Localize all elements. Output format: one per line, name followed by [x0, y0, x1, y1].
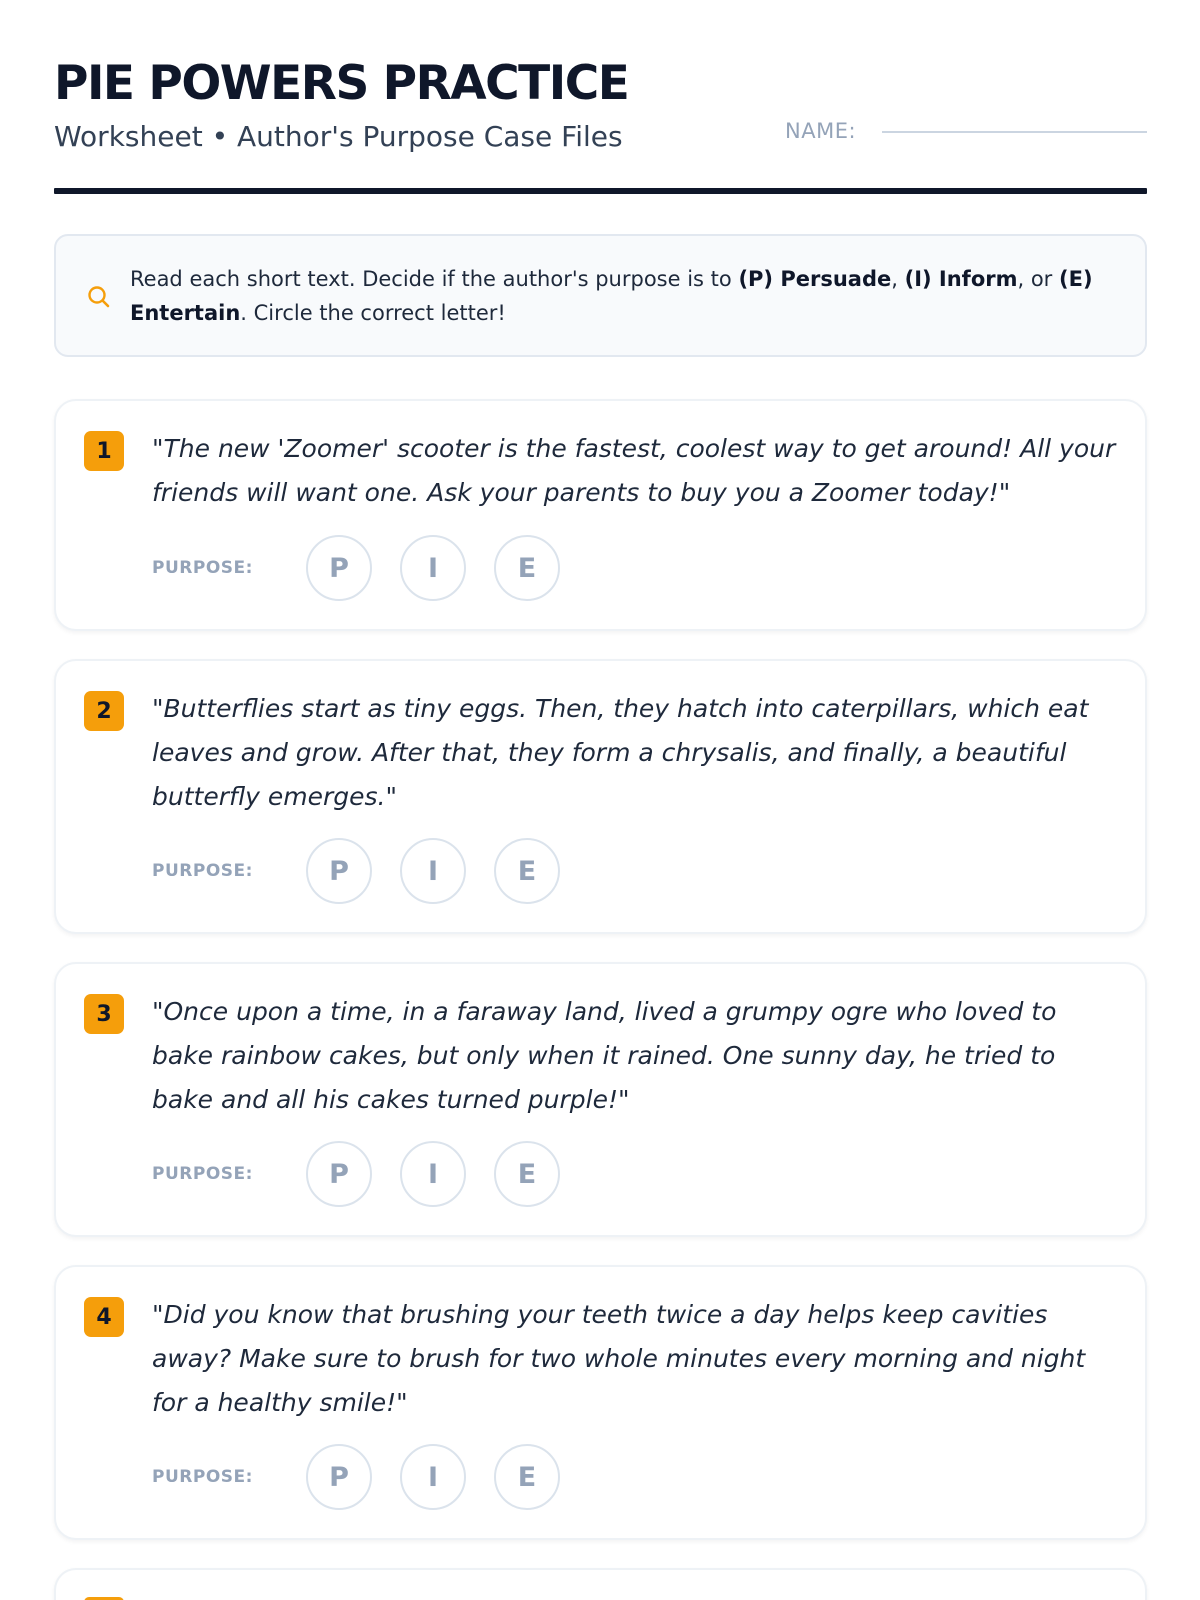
purpose-row: [152, 1141, 588, 1207]
question-text: "Butterflies start as tiny eggs. Then, they hatch into caterpillars, which eat leaves and grow. After that, they form a chrysalis, and finally, a beautiful butterfly emerges.": [152, 694, 1089, 811]
name-field-line[interactable]: [882, 131, 1147, 133]
question-text: "The new 'Zoomer' scooter is the fastest, coolest way to get around! All your friends will want one. Ask your parents to buy you a Zoomer today!": [152, 434, 1116, 507]
purpose-label: PURPOSE:: [152, 861, 253, 881]
question-number-badge: 3: [84, 994, 124, 1034]
question-card-partial: [54, 1568, 1147, 1600]
question-card: [54, 659, 1147, 934]
header-divider: [54, 188, 1147, 194]
choice-entertain[interactable]: E: [494, 838, 560, 904]
question-number-badge: 2: [84, 691, 124, 731]
choice-inform[interactable]: I: [400, 1141, 466, 1207]
purpose-label: PURPOSE:: [152, 1467, 253, 1487]
choice-inform[interactable]: I: [400, 1444, 466, 1510]
choice-inform[interactable]: I: [400, 838, 466, 904]
purpose-label: PURPOSE:: [152, 558, 253, 578]
choice-entertain[interactable]: E: [494, 1141, 560, 1207]
name-label: NAME:: [785, 119, 857, 143]
choice-inform[interactable]: I: [400, 535, 466, 601]
purpose-label: PURPOSE:: [152, 1164, 253, 1184]
purpose-row: [152, 1444, 588, 1510]
purpose-row: [152, 535, 588, 601]
choice-entertain[interactable]: E: [494, 1444, 560, 1510]
question-card: [54, 1265, 1147, 1540]
question-text: "Once upon a time, in a faraway land, lived a grumpy ogre who loved to bake rainbow cakes, but only when it rained. One sunny day, he tried to bake and all his cakes turned purple!": [152, 997, 1057, 1114]
worksheet-header: [54, 54, 1147, 194]
question-text: "Did you know that brushing your teeth twice a day helps keep cavities away? Make sure to brush for two whole minutes every morning and night for a healthy smile!": [152, 1300, 1086, 1417]
question-card: [54, 399, 1147, 631]
page-title: PIE POWERS PRACTICE: [54, 56, 629, 111]
question-number-badge: 1: [84, 431, 124, 471]
page-subtitle: Worksheet • Author's Purpose Case Files: [54, 120, 623, 153]
choice-persuade[interactable]: P: [306, 535, 372, 601]
purpose-row: [152, 838, 588, 904]
question-number-badge: 4: [84, 1297, 124, 1337]
choice-persuade[interactable]: P: [306, 1141, 372, 1207]
instructions-box: [54, 234, 1147, 357]
choice-persuade[interactable]: P: [306, 838, 372, 904]
choice-persuade[interactable]: P: [306, 1444, 372, 1510]
choice-entertain[interactable]: E: [494, 535, 560, 601]
question-card: [54, 962, 1147, 1237]
instructions-text: Read each short text. Decide if the author's purpose is to (P) Persuade, (I) Inform, or (E) Entertain. Circle the correct letter!: [130, 267, 1093, 325]
search-icon: [86, 284, 112, 310]
